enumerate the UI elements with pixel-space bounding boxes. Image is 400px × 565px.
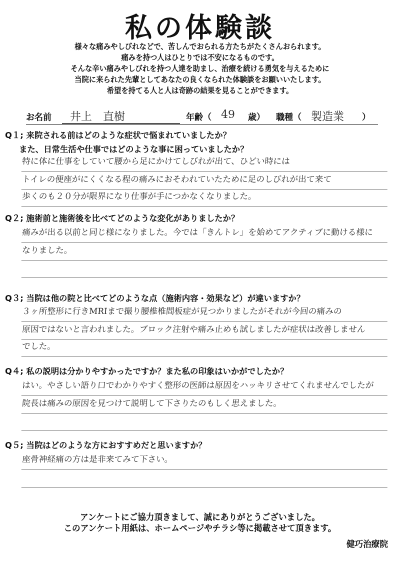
answer-line: 歩くのも２０分が限界になり仕事が手につかなくなりました。 [21, 189, 388, 207]
question-2: Q２; 施術前と施術後を比べてどのような変化がありましたか？ [5, 213, 240, 223]
answer-line: はい。やさしい語り口でわかりやすく整形の医師は原因をハッキリさせてくれませんでしたが [21, 378, 388, 396]
answer-line: なりました。 [21, 243, 388, 261]
question-3: Q３; 当院は他の院と比べてどのような点（施術内容・効果など）が違いますか？ [5, 293, 305, 303]
footer-line: このアンケート用紙は、ホームページやチラシ等に掲載させて頂きます。 [63, 523, 337, 533]
intro-line: そんな辛い痛みやしびれを持つ人達を助まし、治療を続ける勇気を与えるために [70, 63, 330, 73]
answer-line: ３ヶ所整形に行きMRIまで撮り腰椎椎間板症が見つかりましたがそれが今回の痛みの [21, 304, 388, 322]
age-suffix: 歳） [248, 113, 266, 123]
answer-line: でした。 [21, 339, 388, 357]
answer-line: 座骨神経痛の方は是非来てみて下さい。 [21, 452, 388, 470]
age-label: 年齢（ [186, 113, 212, 123]
age-value: 49 [221, 108, 235, 121]
clinic-name: 健巧治療院 [346, 539, 388, 549]
name-value: 井上 直樹 [70, 110, 125, 123]
answer-2 [22, 225, 388, 278]
job-suffix: ） [362, 113, 371, 123]
question-5: Q５; 当院はどのような方におすすめだと思いますか？ [5, 440, 207, 450]
answer-5 [22, 452, 388, 487]
answer-line [21, 413, 388, 431]
intro-line: 痛みを持つ人はひとりでは不安になるものです。 [121, 52, 279, 62]
question-4: Q４; 私の説明は分かりやすかったですか？また私の印象はいかがでしたか？ [5, 366, 289, 376]
page-title: 私の体験談 [125, 13, 275, 44]
answer-line [21, 470, 388, 488]
footer-line: アンケートにご協力頂きまして、誠にありがとうございました。 [80, 512, 320, 522]
answer-1 [22, 154, 388, 207]
answer-line: 院長は痛みの原因を見つけて説明して下さりたのもしく思えました。 [21, 396, 388, 414]
respondent-info [26, 108, 378, 124]
answer-line: 特に体に仕事をしていて腰から足にかけてしびれが出て、ひどい時には [21, 154, 388, 172]
answer-3 [22, 304, 388, 357]
intro-line: 希望を持てる人と人は奇跡の結果を見ることができます。 [106, 85, 294, 95]
name-label: お名前 [26, 113, 52, 123]
answer-4 [22, 378, 388, 431]
job-value: 製造業 [311, 110, 344, 123]
intro-text [12, 42, 388, 97]
job-label: 職種（ [276, 113, 302, 123]
question-1: Q１; 来院される前はどのような症状で悩まれていましたか？ また、日常生活や仕事ではどのような事に困っていましたか？ [5, 130, 249, 154]
intro-line: 様々な痛みやしびれなどで、苦しんでおられる方たちがたくさんおられます。 [74, 42, 326, 51]
footer-note [0, 512, 400, 534]
intro-line: 当院に来られた先輩としてあなたの良くなられた体験談をお願いいたします。 [74, 74, 326, 84]
answer-line: 原因ではないと言われました。ブロック注射や痛み止めも試しましたが症状は改善しません [21, 322, 388, 340]
answer-line: トイレの便座がにくくなる程の痛みにおそわれていたために足のしびれが出て来て [21, 172, 388, 190]
answer-line: 痛みが出る以前と同じ様になりました。今では「きんトレ」を始めてアクティブに動ける様に [21, 225, 388, 243]
answer-line [21, 260, 388, 278]
